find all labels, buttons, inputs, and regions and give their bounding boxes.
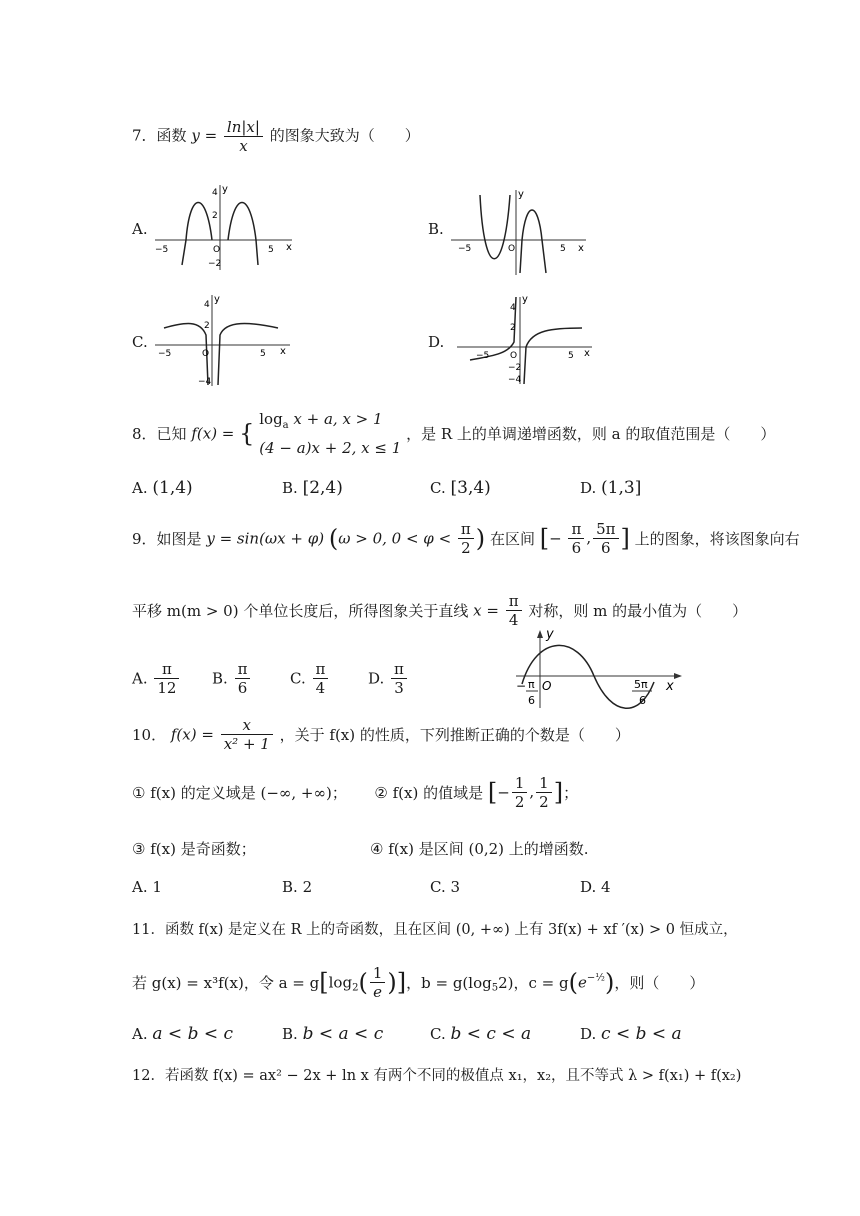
q7-graph-c <box>150 290 300 390</box>
graph-b-y: y <box>518 189 524 200</box>
q8-fx: f(x) = <box>191 424 235 443</box>
q9-option-a-frac <box>154 660 179 697</box>
q7-tail: 的图象大致为（ ） <box>269 126 420 145</box>
q11-frac-den: e <box>373 983 383 1001</box>
q8-option-a-label: A. <box>132 479 148 497</box>
q10-option-c-label: C. <box>430 878 446 896</box>
q8-number: 8．已知 <box>132 425 187 443</box>
q11-option-b <box>282 1024 383 1044</box>
q11-option-c-label: C. <box>430 1025 446 1043</box>
graph-c-tick4: 4 <box>204 300 210 310</box>
q9-cond: ω > 0, 0 < φ < <box>338 529 452 548</box>
q8-option-b <box>282 478 343 498</box>
q9-bracket-close: ] <box>620 524 630 553</box>
q9-option-c <box>290 660 330 697</box>
q11-log2-sub: 2 <box>352 982 359 994</box>
graph-c-pos5: 5 <box>260 349 266 359</box>
q11-option-a-value: a < b < c <box>152 1024 234 1044</box>
q9-option-a-num: π <box>154 660 179 679</box>
q7-option-d-label: D. <box>428 333 445 351</box>
q10-s2-right-num: 1 <box>536 774 552 793</box>
q9-sine-graph <box>512 626 687 712</box>
q9-line2-frac <box>506 592 522 629</box>
q9-graph-x: x <box>666 679 674 694</box>
q10-bracket-open: [ <box>487 778 498 807</box>
q10-s2-left-den: 2 <box>514 793 525 811</box>
q11-option-d <box>580 1024 682 1044</box>
graph-a-x: x <box>286 242 292 253</box>
q9-option-d-num: π <box>391 660 407 679</box>
q9-interval-right <box>593 520 618 557</box>
q10-tail: ，关于 f(x) 的性质，下列推断正确的个数是（ ） <box>279 726 630 744</box>
q9-option-a-label: A. <box>132 669 148 688</box>
q10-statement-4: ④ f(x) 是区间 (0,2) 上的增函数. <box>370 840 589 858</box>
q9-option-b <box>212 660 252 697</box>
graph-a-tick4: 4 <box>212 188 218 198</box>
graph-d-svg <box>452 292 602 387</box>
q8-piece1 <box>259 408 401 437</box>
q11-c-paren-close: ) <box>604 968 615 997</box>
q10-option-a-label: A. <box>132 878 148 896</box>
q8-option-b-value: [2,4) <box>302 478 343 498</box>
graph-d-origin: O <box>510 351 518 361</box>
q9-right-den: 6 <box>601 539 611 557</box>
q9-graph-y: y <box>546 627 554 642</box>
graph-d-neg5: −5 <box>476 351 490 361</box>
q9-left-num: π <box>568 520 584 539</box>
q9-line2-den: 4 <box>508 611 519 629</box>
graph-c-origin: O <box>202 349 210 359</box>
q10-bracket-close: ] <box>553 778 564 807</box>
graph-d-tick2: 2 <box>510 323 516 333</box>
q8-piece1-log: log <box>259 410 283 428</box>
q10-frac-den: x² + 1 <box>223 735 270 753</box>
q7-stem <box>132 118 420 155</box>
q7-graph-d <box>452 292 602 387</box>
q10-s2-right-frac <box>536 774 552 811</box>
q10-frac-num: x <box>221 716 273 735</box>
graph-c-y: y <box>214 294 220 305</box>
q11-option-c-value: b < c < a <box>450 1024 532 1044</box>
q9-paren-close: ) <box>475 524 486 553</box>
q11-option-b-label: B. <box>282 1025 298 1043</box>
q9-graph-neg: − <box>516 679 527 693</box>
q11-exp-e: e <box>577 973 587 992</box>
q11-line2-b: ，b = g(log <box>406 974 492 992</box>
graph-c-x: x <box>280 346 286 357</box>
q7-lhs: y = <box>191 126 218 145</box>
q11-line2-a: 若 g(x) = x³f(x)，令 a = g <box>132 974 320 992</box>
q10-option-a <box>132 878 162 896</box>
graph-d-x: x <box>584 348 590 359</box>
q11-line2-d: ，则（ ） <box>614 974 705 992</box>
q9-cond-den: 2 <box>461 539 471 557</box>
q7-option-c-label: C. <box>132 333 148 351</box>
q8-piece2: (4 − a)x + 2, x ≤ 1 <box>259 439 402 457</box>
q10-s2-left-frac <box>512 774 528 811</box>
q11-stem-line1: 11．函数 f(x) 是定义在 R 上的奇函数，且在区间 (0, +∞) 上有 3f(x) + xf ′(x) > 0 恒成立， <box>132 922 738 938</box>
q9-line2-pre: 平移 m(m > 0) 个单位长度后，所得图象关于直线 <box>132 602 469 620</box>
q9-right-num: 5π <box>593 520 618 539</box>
q9-interval-left <box>568 520 584 557</box>
q9-cond-frac <box>458 520 474 557</box>
q9-line2-tail: 对称，则 m 的最小值为（ ） <box>528 602 748 620</box>
q10-statement-3: ③ f(x) 是奇函数； <box>132 840 256 858</box>
q9-option-c-label: C. <box>290 669 306 688</box>
q7-option-b-label: B. <box>428 220 444 238</box>
q9-number: 9．如图是 <box>132 530 202 548</box>
q8-option-d-label: D. <box>580 479 597 497</box>
q8-option-b-label: B. <box>282 479 298 497</box>
q9-option-a <box>132 660 181 697</box>
q10-number: 10． <box>132 726 167 744</box>
graph-b-neg5: −5 <box>458 244 472 254</box>
graph-d-tick4: 4 <box>510 303 516 313</box>
q9-option-a-den: 12 <box>157 679 177 697</box>
q11-frac-num: 1 <box>370 964 386 983</box>
q11-line2-c: 2)，c = g <box>498 974 569 992</box>
q9-bracket-open: [ <box>539 524 550 553</box>
q9-sine-svg <box>512 626 687 712</box>
q10-s2-tail: ； <box>563 784 579 802</box>
q9-option-b-num: π <box>235 660 251 679</box>
q10-fx: f(x) = <box>170 725 214 744</box>
q11-paren-close: ) <box>387 968 397 997</box>
q11-frac <box>370 964 386 1001</box>
graph-a-neg5: −5 <box>155 245 169 255</box>
q12-stem-line1: 12．若函数 f(x) = ax² − 2x + ln x 有两个不同的极值点 x₁，x₂，且不等式 λ > f(x₁) + f(x₂) <box>132 1068 742 1084</box>
q11-log5-sub: 5 <box>491 982 499 994</box>
graph-a-y: y <box>222 184 228 195</box>
q9-cond-num: π <box>458 520 474 539</box>
q9-graph-left-six: 6 <box>528 694 535 707</box>
q11-paren-open: ( <box>358 968 368 997</box>
q10-option-b <box>282 878 312 896</box>
q11-option-d-label: D. <box>580 1025 597 1043</box>
q9-option-d-den: 3 <box>394 679 404 697</box>
q9-option-c-den: 4 <box>315 679 326 697</box>
q8-stem <box>132 408 775 459</box>
q11-option-a <box>132 1024 233 1044</box>
q7-option-a-label: A. <box>132 220 148 238</box>
q7-number: 7．函数 <box>132 126 187 145</box>
q11-log2: log <box>328 973 353 992</box>
q7-frac-num: ln|x| <box>224 118 263 137</box>
q9-graph-origin: O <box>542 679 552 693</box>
q10-option-d-label: D. <box>580 878 597 896</box>
graph-c-neg4: −4 <box>198 377 212 387</box>
q10-fraction <box>221 716 273 753</box>
graph-a-pos5: 5 <box>268 245 274 255</box>
q9-option-b-frac <box>235 660 251 697</box>
q11-option-a-label: A. <box>132 1025 148 1043</box>
graph-a-neg2: −2 <box>208 259 222 269</box>
q10-option-b-label: B. <box>282 878 298 896</box>
q11-option-c <box>430 1024 531 1044</box>
q9-stem-line1: 9．如图是 y = sin(ωx + φ) (ω > 0, 0 < φ < $\frac{\pi}{2}$ ) 在区间 [− $\frac{\pi}{6}$ , $\frac{5\pi}{6}$ ] 上的图象，将该图象向右 <box>132 520 800 557</box>
q10-stem <box>132 716 630 753</box>
graph-c-neg5: −5 <box>158 349 172 359</box>
q9-neg: − <box>549 529 562 548</box>
q10-option-d-value: 4 <box>601 878 611 896</box>
q10-s2-right-den: 2 <box>539 793 549 811</box>
graph-d-neg4: −4 <box>508 375 522 385</box>
q7-graph-b <box>446 185 596 280</box>
q11-c-paren-open: ( <box>568 968 578 997</box>
q9-stem-line2 <box>132 592 747 629</box>
q11-bracket-close: ] <box>396 968 407 997</box>
q9-line2-num: π <box>506 592 522 611</box>
q10-s2-left-num: 1 <box>512 774 528 793</box>
q9-option-b-label: B. <box>212 669 228 688</box>
q9-formula: y = sin(ωx + φ) <box>206 529 325 548</box>
graph-d-neg2: −2 <box>508 363 522 373</box>
graph-d-pos5: 5 <box>568 351 574 361</box>
q11-exp-sup: −½ <box>586 972 605 984</box>
q9-tail: 上的图象，将该图象向右 <box>634 530 800 548</box>
q8-option-a <box>132 478 193 498</box>
q8-piece1-rest: x + a, x > 1 <box>288 410 383 428</box>
q9-line2-x: x = <box>473 601 499 620</box>
graph-c-svg <box>150 290 300 390</box>
q8-option-c-value: [3,4) <box>450 478 491 498</box>
graph-b-x: x <box>578 243 584 254</box>
q8-piece1-sub: a <box>282 420 289 431</box>
q8-tail: ，是 R 上的单调递增函数，则 a 的取值范围是（ ） <box>406 425 776 443</box>
graph-c-tick2: 2 <box>204 321 210 331</box>
q9-option-d-frac <box>391 660 407 697</box>
q10-s2-neg: − <box>497 783 510 802</box>
q9-option-d-label: D. <box>368 669 385 688</box>
graph-b-pos5: 5 <box>560 244 566 254</box>
q8-option-d-value: (1,3] <box>601 478 642 498</box>
q9-left-den: 6 <box>571 539 582 557</box>
q8-option-d <box>580 478 641 498</box>
q8-option-c-label: C. <box>430 479 446 497</box>
q8-brace: { <box>239 419 255 448</box>
q11-option-d-value: c < b < a <box>601 1024 682 1044</box>
q9-option-c-num: π <box>313 660 329 679</box>
q7-graph-a <box>150 180 300 275</box>
graph-a-origin: O <box>213 245 221 255</box>
q8-pieces <box>259 408 401 459</box>
q10-option-c-value: 3 <box>450 878 461 896</box>
graph-b-origin: O <box>508 244 516 254</box>
q10-s1: ① f(x) 的定义域是 (−∞, +∞)； <box>132 784 347 802</box>
graph-d-y: y <box>522 294 528 305</box>
q9-paren-open: ( <box>328 524 339 553</box>
q9-option-d <box>368 660 409 697</box>
q7-frac-den: x <box>239 137 248 155</box>
q8-option-c <box>430 478 491 498</box>
q9-graph-left-pi: π <box>528 678 535 691</box>
graph-a-tick2: 2 <box>212 211 218 221</box>
q8-option-a-value: (1,4) <box>152 478 193 498</box>
q10-option-b-value: 2 <box>302 878 313 896</box>
q10-option-a-value: 1 <box>152 878 162 896</box>
q11-stem-line2 <box>132 964 704 1001</box>
graph-b-svg <box>446 185 596 280</box>
q10-s2: ② f(x) 的值域是 <box>374 784 484 802</box>
q10-option-c <box>430 878 460 896</box>
q9-graph-right-5pi: 5π <box>634 678 648 691</box>
q9-graph-right-six: 6 <box>639 694 646 707</box>
q11-bracket-open: [ <box>319 968 329 997</box>
q7-fraction <box>224 118 263 155</box>
q10-option-d <box>580 878 611 896</box>
q11-option-b-value: b < a < c <box>302 1024 384 1044</box>
graph-a-svg <box>150 180 300 275</box>
q10-statements-row1: ① f(x) 的定义域是 (−∞, +∞)； ② f(x) 的值域是 [− $\frac{1}{2}$ , $\frac{1}{2}$ ]； <box>132 774 579 811</box>
q9-option-b-den: 6 <box>237 679 248 697</box>
q9-mid: 在区间 <box>489 530 535 548</box>
q9-option-c-frac <box>313 660 329 697</box>
